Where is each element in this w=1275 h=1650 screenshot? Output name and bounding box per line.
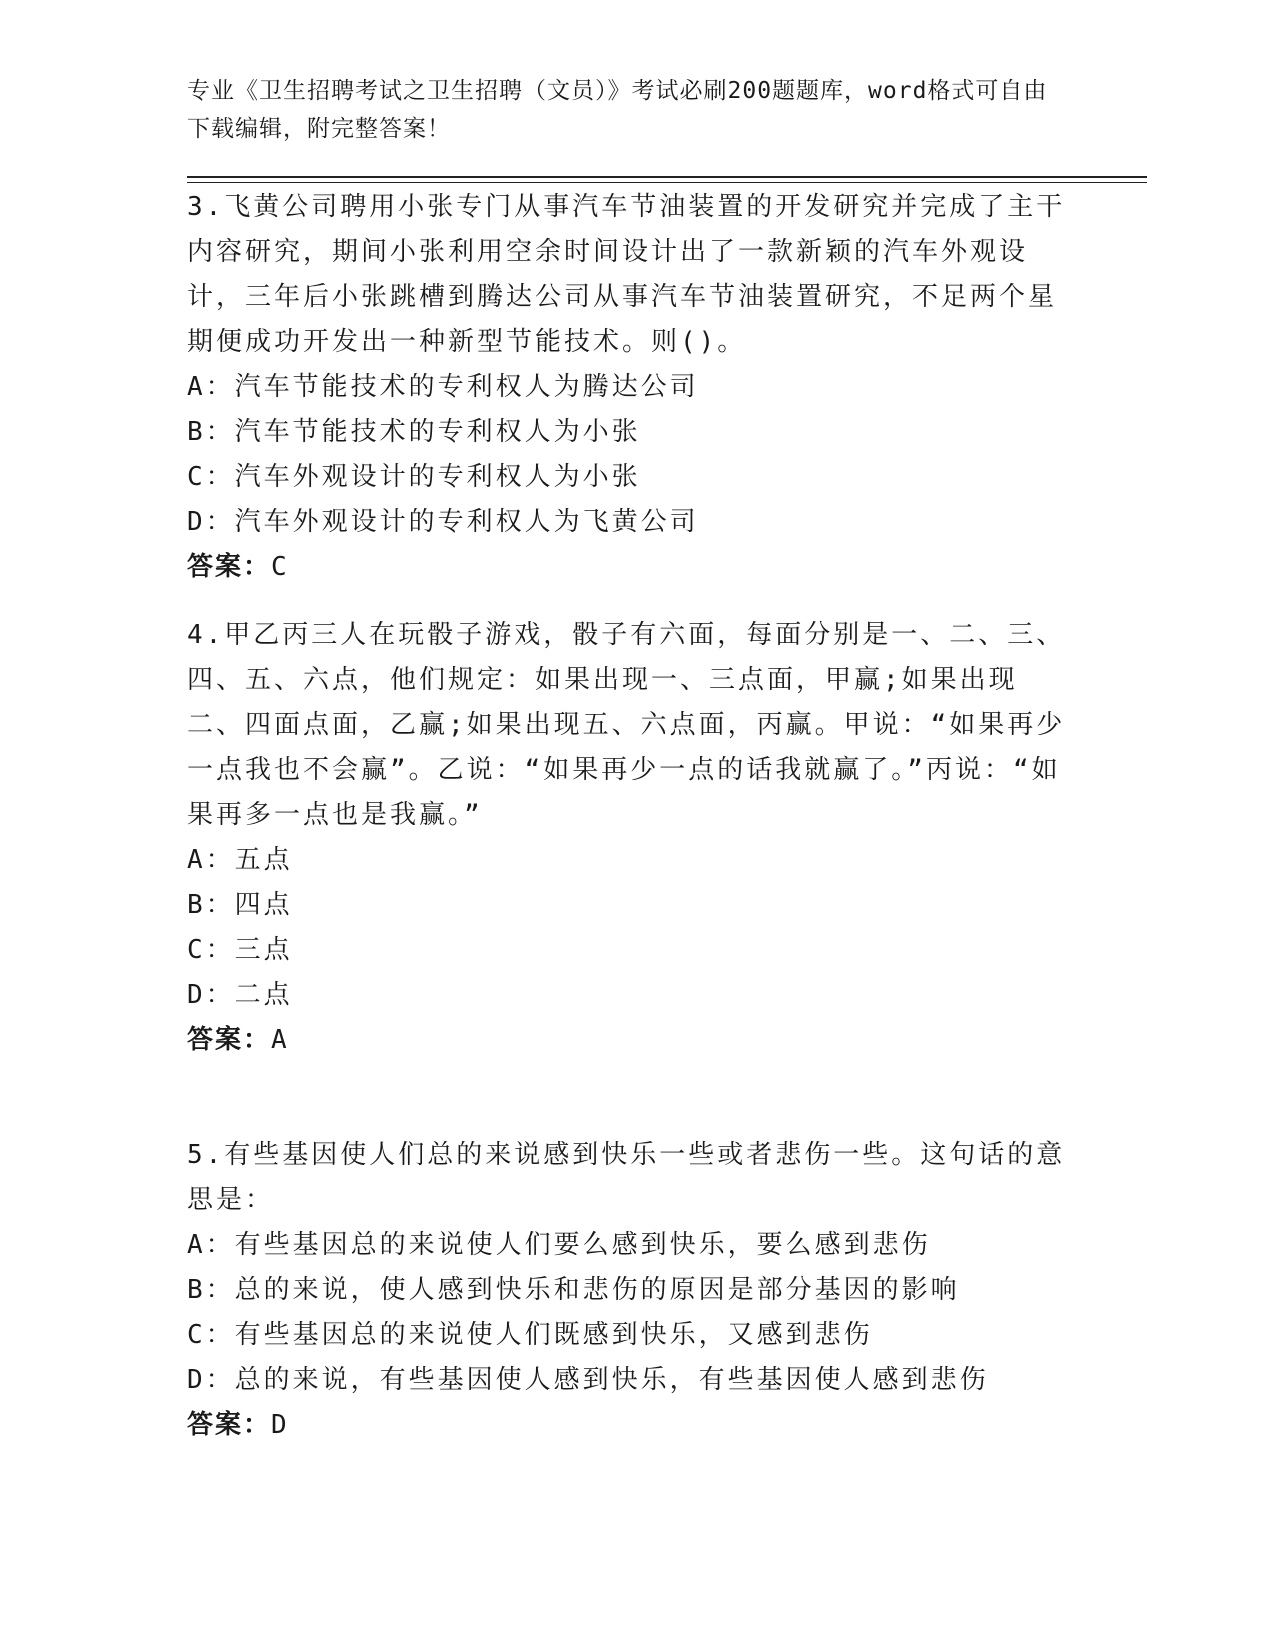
document-header: 专业《卫生招聘考试之卫生招聘（文员）》考试必刷200题题库，word格式可自由下载编辑，附完整答案！ xyxy=(187,78,1048,142)
option-d: D：汽车外观设计的专利权人为飞黄公司 xyxy=(187,507,699,537)
answer-line xyxy=(187,1018,1067,1063)
option-b: B：四点 xyxy=(187,890,293,920)
option-d: D：二点 xyxy=(187,980,293,1010)
question-stem: 4.甲乙丙三人在玩骰子游戏，骰子有六面，每面分别是一、二、三、四、五、六点，他们规定：如果出现一、三点面，甲赢;如果出现二、四面点面，乙赢;如果出现五、六点面，丙赢。甲说：“如果再少一点我也不会赢”。乙说：“如果再少一点的话我就赢了。”丙说：“如果再多一点也是我赢。” xyxy=(187,620,1066,830)
option-a: A：汽车节能技术的专利权人为腾达公司 xyxy=(187,372,699,402)
question-stem: 3.飞黄公司聘用小张专门从事汽车节油装置的开发研究并完成了主干内容研究，期间小张利用空余时间设计出了一款新颖的汽车外观设计，三年后小张跳槽到腾达公司从事汽车节油装置研究，不足两个星期便成功开发出一种新型节能技术。则()。 xyxy=(187,192,1066,357)
header-divider-thick xyxy=(187,176,1147,178)
header-divider-thin xyxy=(187,182,1147,183)
option-c: C：汽车外观设计的专利权人为小张 xyxy=(187,462,641,492)
option-d: D：总的来说，有些基因使人感到快乐，有些基因使人感到悲伤 xyxy=(187,1365,989,1395)
option-c: C：三点 xyxy=(187,935,293,965)
answer-value: D xyxy=(271,1410,289,1440)
answer-label: 答案： xyxy=(187,1410,272,1440)
answer-line xyxy=(187,1403,1067,1448)
question-3 xyxy=(187,185,1067,590)
option-a: A：有些基因总的来说使人们要么感到快乐，要么感到悲伤 xyxy=(187,1230,931,1260)
answer-value: A xyxy=(271,1025,289,1055)
option-c: C：有些基因总的来说使人们既感到快乐，又感到悲伤 xyxy=(187,1320,873,1350)
answer-line xyxy=(187,545,1067,590)
question-stem: 5.有些基因使人们总的来说感到快乐一些或者悲伤一些。这句话的意思是： xyxy=(187,1140,1066,1215)
option-a: A：五点 xyxy=(187,845,293,875)
answer-label: 答案： xyxy=(187,552,272,582)
question-5 xyxy=(187,1133,1067,1448)
answer-label: 答案： xyxy=(187,1025,272,1055)
option-b: B：汽车节能技术的专利权人为小张 xyxy=(187,417,641,447)
question-4 xyxy=(187,613,1067,1063)
option-b: B：总的来说，使人感到快乐和悲伤的原因是部分基因的影响 xyxy=(187,1275,960,1305)
answer-value: C xyxy=(271,552,289,582)
